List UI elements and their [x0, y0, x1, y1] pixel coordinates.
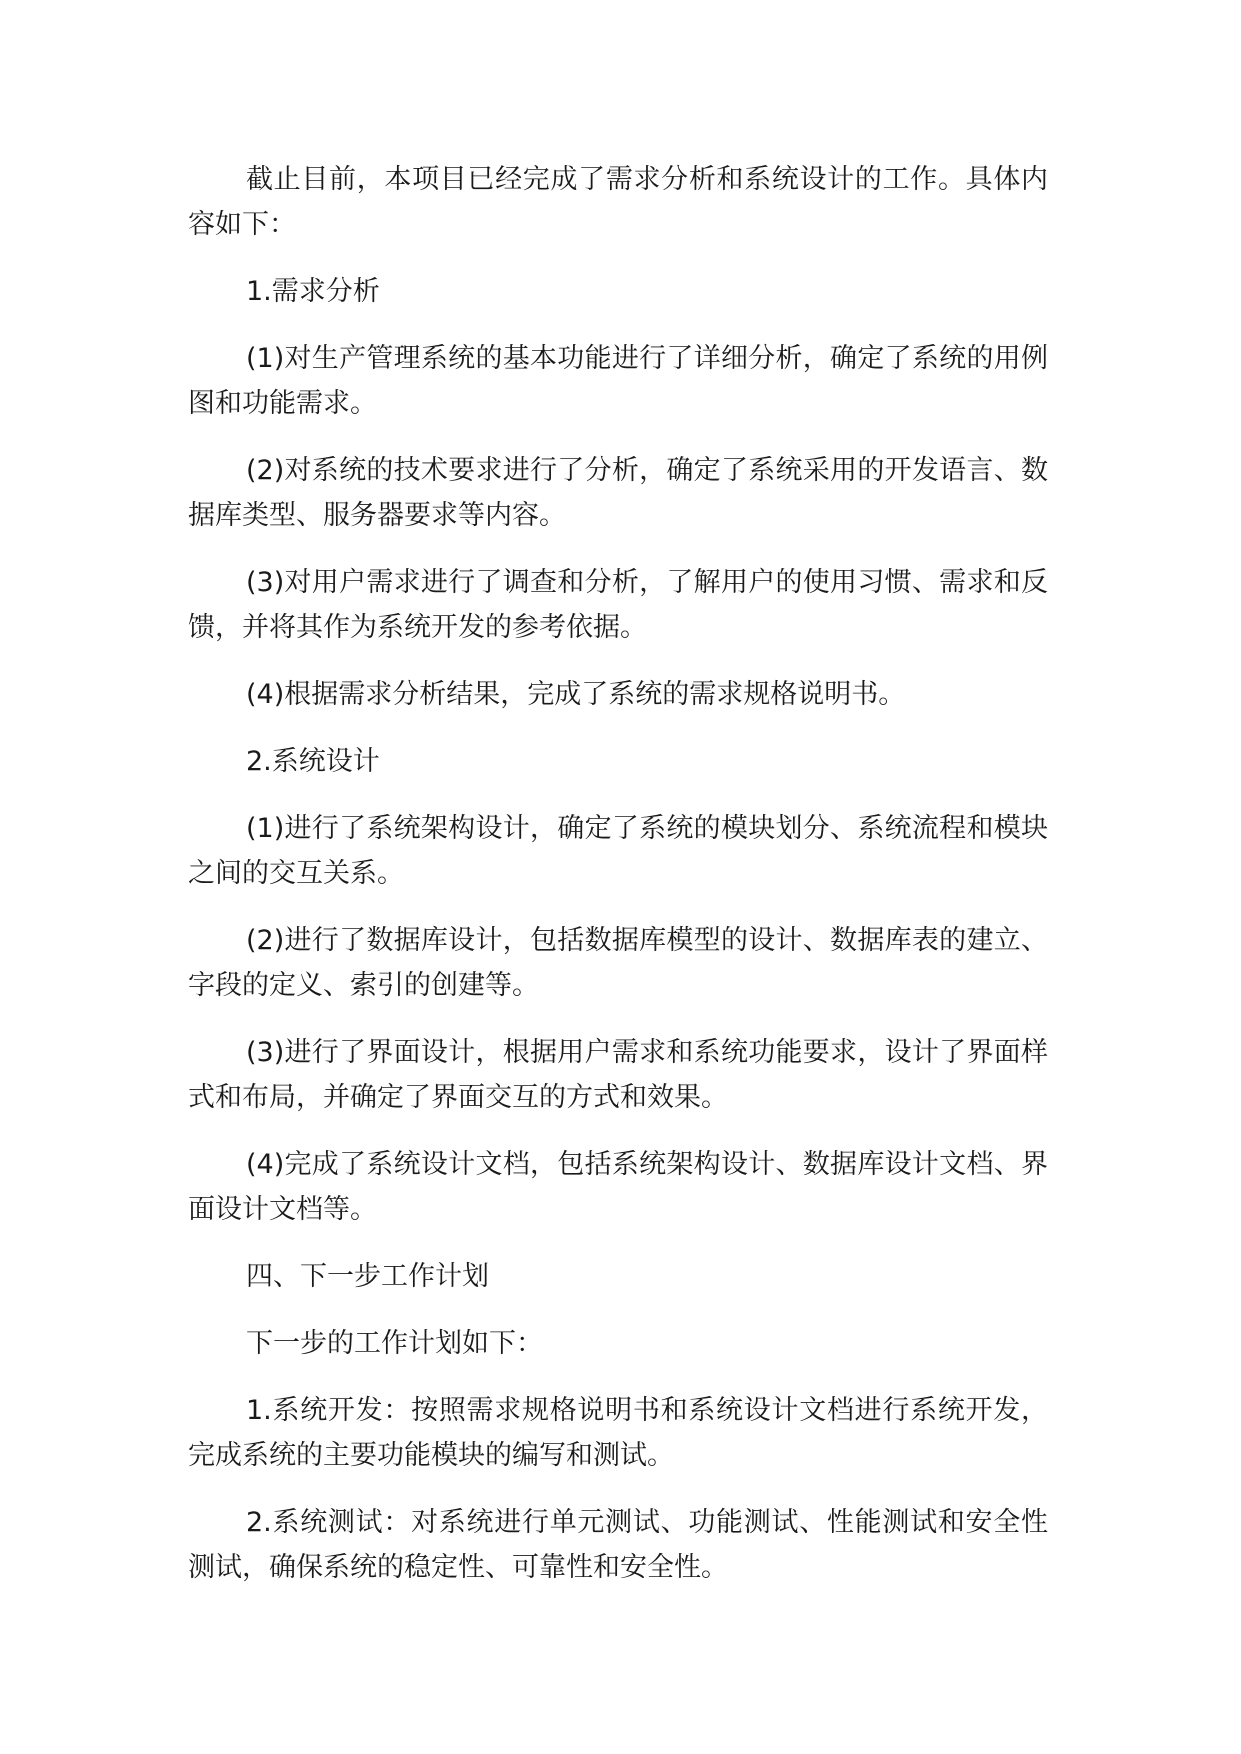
list-item: 1.系统开发：按照需求规格说明书和系统设计文档进行系统开发，完成系统的主要功能模块的编写和测试。	[188, 1395, 1048, 1471]
list-item: (1)对生产管理系统的基本功能进行了详细分析，确定了系统的用例图和功能需求。	[188, 343, 1048, 419]
section-heading-system-design: 2.系统设计	[246, 746, 380, 777]
list-item: (4)根据需求分析结果，完成了系统的需求规格说明书。	[246, 679, 906, 710]
intro-paragraph: 截止目前，本项目已经完成了需求分析和系统设计的工作。具体内容如下：	[188, 164, 1048, 240]
list-item: (3)对用户需求进行了调查和分析，了解用户的使用习惯、需求和反馈，并将其作为系统开发的参考依据。	[188, 567, 1048, 643]
document-body	[188, 157, 1048, 1612]
list-item: (4)完成了系统设计文档，包括系统架构设计、数据库设计文档、界面设计文档等。	[188, 1149, 1048, 1225]
plan-intro: 下一步的工作计划如下：	[246, 1328, 543, 1359]
list-item: (2)进行了数据库设计，包括数据库模型的设计、数据库表的建立、字段的定义、索引的创建等。	[188, 925, 1048, 1001]
list-item: (3)进行了界面设计，根据用户需求和系统功能要求，设计了界面样式和布局，并确定了界面交互的方式和效果。	[188, 1037, 1048, 1113]
section-heading-requirements: 1.需求分析	[246, 276, 380, 307]
list-item: 2.系统测试：对系统进行单元测试、功能测试、性能测试和安全性测试，确保系统的稳定性、可靠性和安全性。	[188, 1507, 1048, 1583]
list-item: (1)进行了系统架构设计，确定了系统的模块划分、系统流程和模块之间的交互关系。	[188, 813, 1048, 889]
list-item: (2)对系统的技术要求进行了分析，确定了系统采用的开发语言、数据库类型、服务器要求等内容。	[188, 455, 1048, 531]
section-heading-next-plan: 四、下一步工作计划	[246, 1261, 489, 1292]
